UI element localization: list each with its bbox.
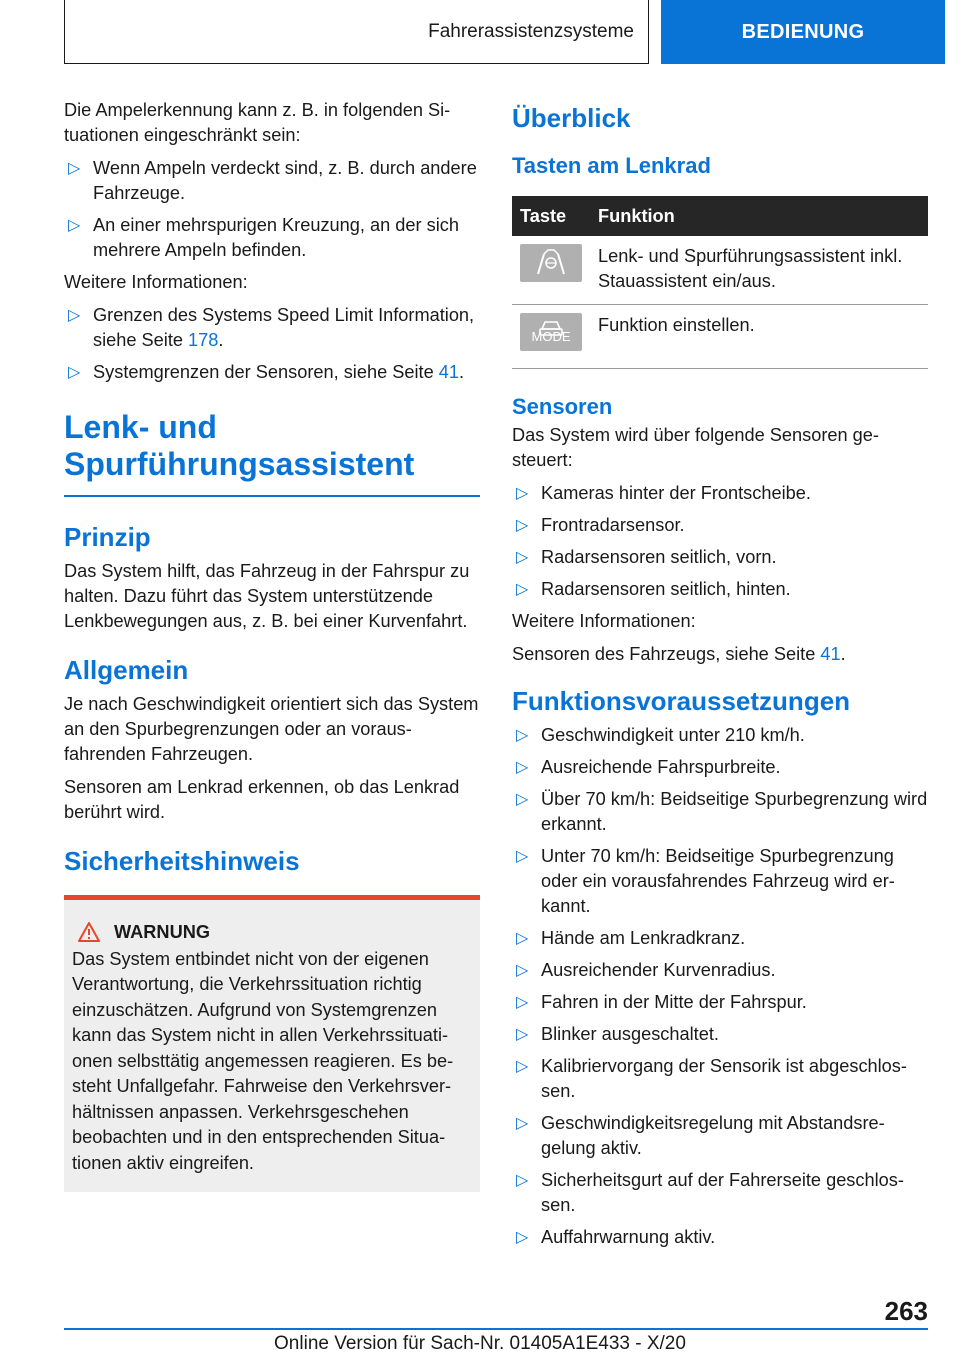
list-item: ▷ Geschwindigkeit unter 210 km/h.	[512, 723, 928, 748]
table-row	[512, 305, 928, 369]
intro-list	[64, 156, 480, 263]
triangle-bullet-icon: ▷	[516, 994, 529, 1011]
list-item: ▷ Ausreichender Kurvenradius.	[512, 958, 928, 983]
page-link[interactable]: 41	[438, 362, 459, 382]
list-item: ▷ Wenn Ampeln verdeckt sind, z. B. durch andere Fahrzeuge.	[68, 158, 477, 203]
list-item: ▷ Radarsensoren seitlich, hinten.	[512, 577, 928, 602]
warning-triangle-icon	[78, 922, 100, 942]
info-list	[64, 303, 480, 385]
general-heading: Allgemein	[64, 654, 189, 685]
table-header-function: Funktion	[590, 196, 928, 236]
sensor-list	[512, 481, 928, 602]
triangle-bullet-icon: ▷	[516, 1115, 529, 1132]
table-header-key: Taste	[512, 196, 590, 236]
triangle-bullet-icon: ▷	[516, 727, 529, 744]
triangle-bullet-icon: ▷	[68, 307, 81, 324]
warning-text: Das System entbindet nicht von der eigenen Verantwortung, die Verkehrssituation richtig einzuschätzen. Aufgrund von Systemgrenzen kann das System nicht in allen Verkehrssituationen selbsttätig angemessen reagieren. Es besteht Unfallgefahr. Fahrweise den Verkehrsverhältnissen anpassen. Verkehrsgeschehen beobachten und in den entsprechenden Situationen aktiv eingreifen.	[72, 948, 454, 1173]
mode-key-icon	[520, 313, 582, 351]
triangle-bullet-icon: ▷	[68, 160, 81, 177]
list-item: ▷ Systemgrenzen der Sensoren, siehe Seite 41.	[64, 360, 480, 385]
left-column	[64, 98, 480, 1192]
triangle-bullet-icon: ▷	[516, 962, 529, 979]
list-item: ▷ Auffahrwarnung aktiv.	[512, 1225, 928, 1250]
list-item: ▷ Fahren in der Mitte der Fahrspur.	[512, 990, 928, 1015]
header-chapter-tab[interactable]	[661, 0, 945, 64]
sensors-intro: Das System wird über folgende Sensoren gesteuert:	[512, 425, 879, 470]
sensors-heading: Sensoren	[512, 394, 613, 419]
sensors-ref: Sensoren des Fahrzeugs, siehe Seite 41.	[512, 644, 846, 664]
header-chapter-title: BEDIENUNG	[741, 20, 865, 43]
header-section-title: Fahrerassistenzsysteme	[428, 20, 634, 42]
table-row	[512, 236, 928, 305]
page-link[interactable]: 41	[820, 644, 841, 664]
list-item: ▷ Radarsensoren seitlich, vorn.	[512, 545, 928, 570]
general-text-1: Je nach Geschwindigkeit orientiert sich das System an den Spurbegrenzungen oder an vorausfahrenden Fahrzeugen.	[64, 693, 479, 764]
list-item: ▷ Blinker ausgeschaltet.	[512, 1022, 928, 1047]
list-item: ▷ Frontradarsensor.	[512, 513, 928, 538]
mode-key-label: MODE	[531, 329, 571, 344]
sensors-more-info: Weitere Informationen:	[512, 611, 696, 631]
title-divider	[64, 495, 480, 497]
function-cell: Funktion einstellen.	[590, 305, 928, 369]
main-title: Lenk- und Spurführungsassistent	[64, 409, 415, 482]
general-text-2: Sensoren am Lenkrad erkennen, ob das Lenkrad berührt wird.	[64, 776, 460, 822]
list-item: ▷ Geschwindigkeitsregelung mit Abstandsregelung aktiv.	[516, 1113, 885, 1158]
triangle-bullet-icon: ▷	[516, 1229, 529, 1246]
buttons-heading: Tasten am Lenkrad	[512, 153, 711, 178]
triangle-bullet-icon: ▷	[516, 759, 529, 776]
list-item: ▷ Unter 70 km/h: Beidseitige Spurbegrenzung oder ein vorausfahrendes Fahrzeug wird erkannt.	[516, 846, 895, 916]
principle-text: Das System hilft, das Fahrzeug in der Fahrspur zu halten. Dazu führt das System unterstützende Lenkbewegungen aus, z. B. bei einer Kurvenfahrt.	[64, 560, 470, 631]
list-item: ▷ Kalibriervorgang der Sensorik ist abgeschlossen.	[516, 1056, 907, 1101]
triangle-bullet-icon: ▷	[516, 1172, 529, 1189]
overview-heading: Überblick	[512, 103, 631, 133]
list-item: ▷ Ausreichende Fahrspurbreite.	[512, 755, 928, 780]
intro-text: Die Ampelerkennung kann z. B. in folgenden Situationen eingeschränkt sein:	[64, 100, 451, 145]
triangle-bullet-icon: ▷	[68, 217, 81, 234]
triangle-bullet-icon: ▷	[516, 485, 529, 502]
requirements-heading: Funktionsvoraussetzungen	[512, 686, 851, 716]
triangle-bullet-icon: ▷	[516, 517, 529, 534]
triangle-bullet-icon: ▷	[516, 581, 529, 598]
list-item: ▷ An einer mehrspurigen Kreuzung, an der sich mehrere Ampeln befinden.	[68, 215, 459, 260]
triangle-bullet-icon: ▷	[516, 791, 529, 808]
lane-assist-key-icon	[520, 244, 582, 282]
function-cell: Lenk- und Spurführungsassistent inkl. Stauassistent ein/aus.	[590, 236, 928, 305]
page-link[interactable]: 178	[188, 330, 219, 350]
triangle-bullet-icon: ▷	[516, 930, 529, 947]
right-column	[512, 98, 928, 1257]
footer-text: Online Version für Sach-Nr. 01405A1E433 - X/20	[274, 1333, 686, 1354]
list-item: ▷ Kameras hinter der Frontscheibe.	[512, 481, 928, 506]
list-item: ▷ Grenzen des Systems Speed Limit Information, siehe Seite 178.	[68, 305, 475, 350]
buttons-table	[512, 196, 928, 369]
list-item: ▷ Hände am Lenkradkranz.	[512, 926, 928, 951]
triangle-bullet-icon: ▷	[516, 549, 529, 566]
page-number: 263	[884, 1296, 928, 1326]
header-section	[64, 0, 649, 64]
list-item: ▷ Sicherheitsgurt auf der Fahrerseite geschlossen.	[516, 1170, 904, 1215]
triangle-bullet-icon: ▷	[516, 1058, 529, 1075]
safety-heading: Sicherheitshinweis	[64, 845, 300, 876]
requirements-list	[512, 723, 928, 1250]
triangle-bullet-icon: ▷	[516, 1026, 529, 1043]
list-item: ▷ Über 70 km/h: Beidseitige Spurbegrenzung wird erkannt.	[516, 789, 928, 834]
triangle-bullet-icon: ▷	[68, 364, 81, 381]
triangle-bullet-icon: ▷	[516, 848, 529, 865]
warning-box	[64, 895, 480, 1193]
principle-heading: Prinzip	[64, 521, 151, 552]
warning-title: WARNUNG	[72, 922, 472, 943]
more-info-label: Weitere Informationen:	[64, 272, 248, 292]
footer-divider	[64, 1328, 928, 1330]
